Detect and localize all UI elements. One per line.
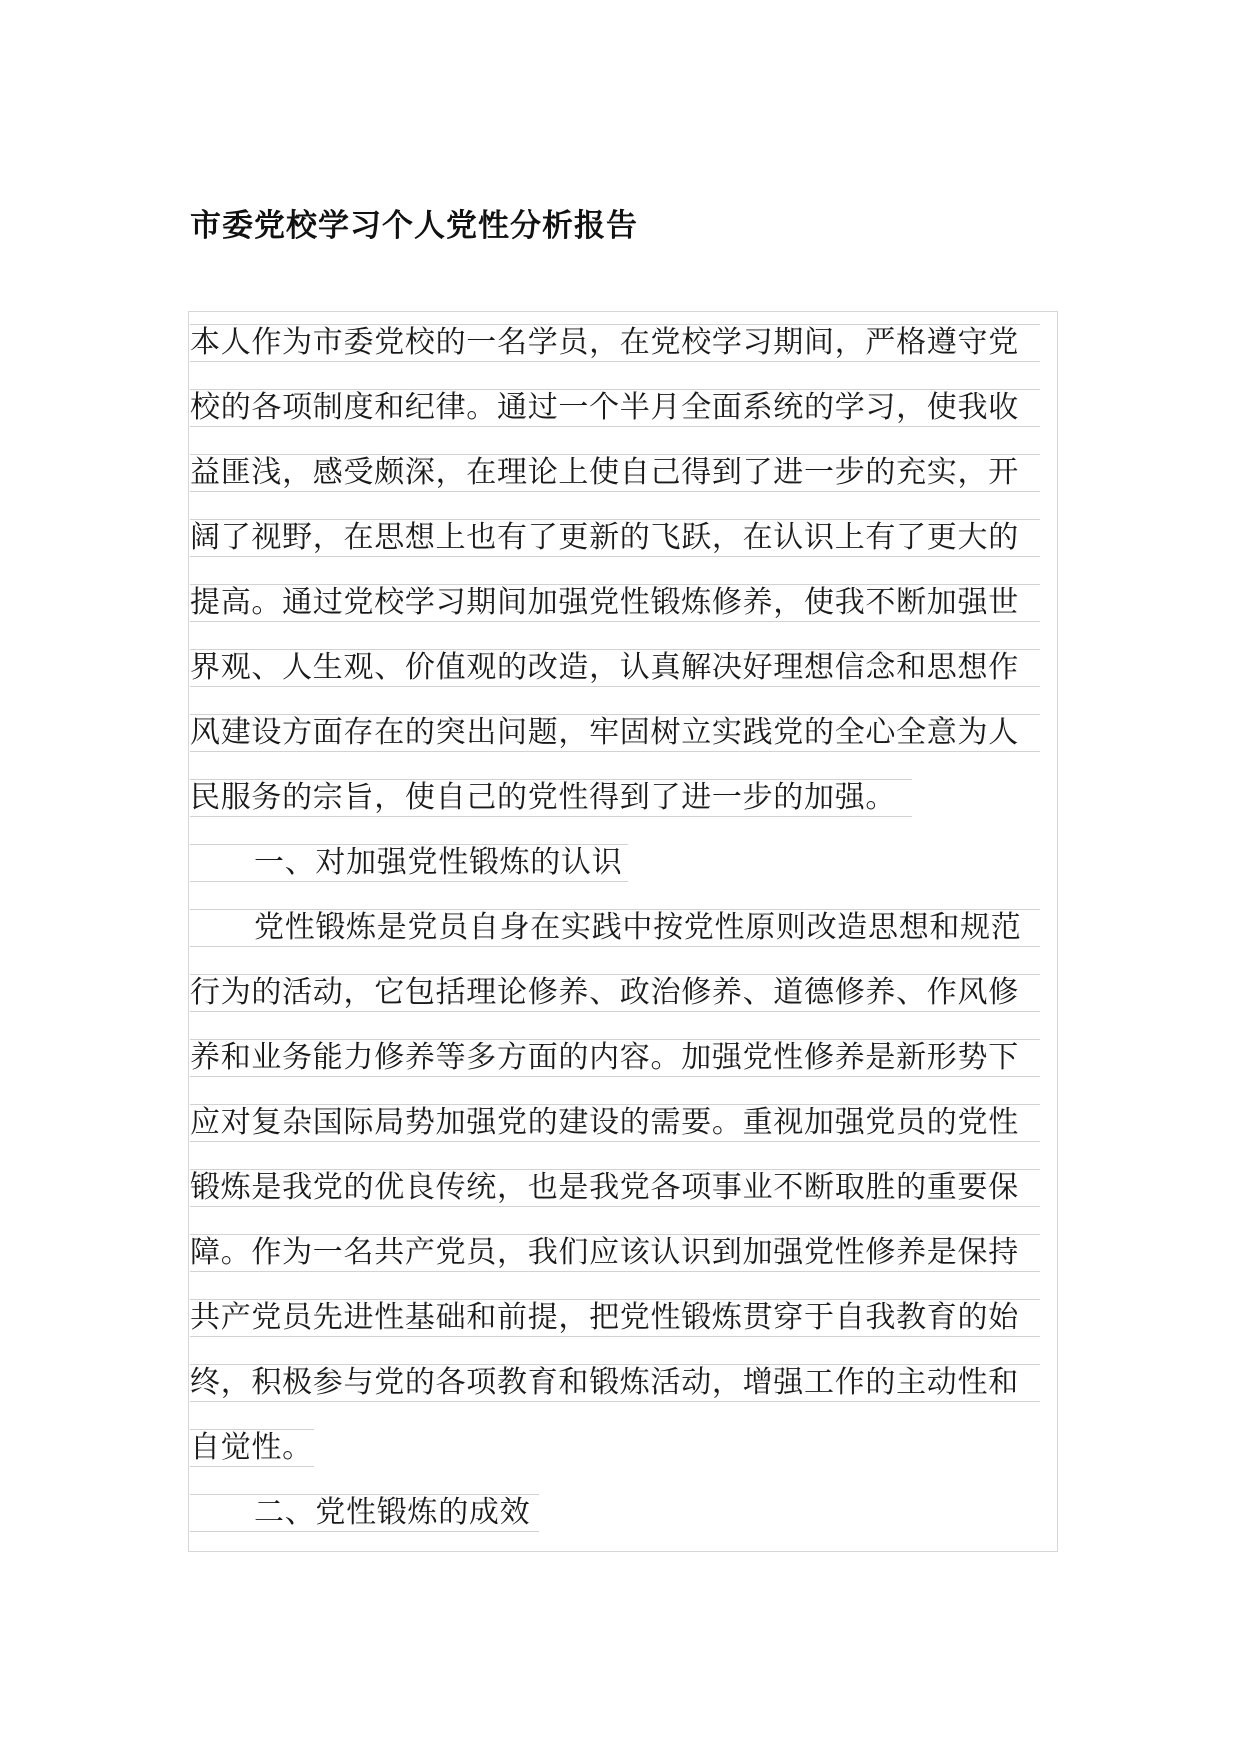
paragraph-line: 应对复杂国际局势加强党的建设的需要。重视加强党员的党性 (190, 1104, 1040, 1142)
paragraph-line: 本人作为市委党校的一名学员，在党校学习期间，严格遵守党 (190, 324, 1040, 362)
document-title: 市委党校学习个人党性分析报告 (190, 208, 638, 244)
paragraph-line: 锻炼是我党的优良传统，也是我党各项事业不断取胜的重要保 (190, 1169, 1040, 1207)
section-line: 二、党性锻炼的成效 (190, 1494, 539, 1532)
paragraph-line: 障。作为一名共产党员，我们应该认识到加强党性修养是保持 (190, 1234, 1040, 1272)
paragraph-line: 养和业务能力修养等多方面的内容。加强党性修养是新形势下 (190, 1039, 1040, 1077)
paragraph-line: 校的各项制度和纪律。通过一个半月全面系统的学习，使我收 (190, 389, 1040, 427)
paragraph-line: 行为的活动，它包括理论修养、政治修养、道德修养、作风修 (190, 974, 1040, 1012)
paragraph-line: 益匪浅，感受颇深，在理论上使自己得到了进一步的充实，开 (190, 454, 1040, 492)
paragraph-line: 终，积极参与党的各项教育和锻炼活动，增强工作的主动性和 (190, 1364, 1040, 1402)
body-text (190, 324, 1040, 1559)
paragraph-line: 提高。通过党校学习期间加强党性锻炼修养，使我不断加强世 (190, 584, 1040, 622)
paragraph-line: 界观、人生观、价值观的改造，认真解决好理想信念和思想作 (190, 649, 1040, 687)
section-line: 党性锻炼是党员自身在实践中按党性原则改造思想和规范 (190, 909, 1040, 947)
paragraph-line: 共产党员先进性基础和前提，把党性锻炼贯穿于自我教育的始 (190, 1299, 1040, 1337)
section-line: 一、对加强党性锻炼的认识 (190, 844, 628, 882)
paragraph-line: 民服务的宗旨，使自己的党性得到了进一步的加强。 (190, 779, 912, 817)
paragraph-line: 风建设方面存在的突出问题，牢固树立实践党的全心全意为人 (190, 714, 1040, 752)
paragraph-line: 阔了视野，在思想上也有了更新的飞跃，在认识上有了更大的 (190, 519, 1040, 557)
paragraph-line: 自觉性。 (190, 1430, 313, 1465)
